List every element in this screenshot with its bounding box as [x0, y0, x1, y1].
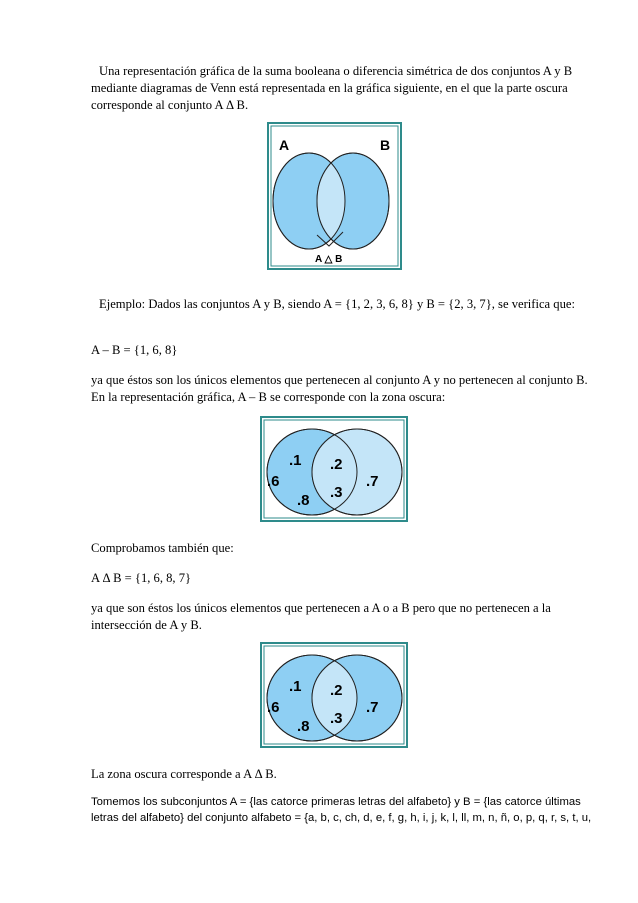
symmetric-difference-equation: A Δ B = {1, 6, 8, 7} — [91, 571, 192, 585]
set-a-label: A — [279, 137, 290, 153]
difference-explanation: ya que éstos son los únicos elementos que pertenecen al conjunto A y no pertenecen al conjunto B. En la representación gráfica, A – B se corresponde con la zona oscura: — [91, 373, 588, 404]
element-8: .8 — [297, 492, 310, 509]
element-2: .2 — [330, 682, 343, 699]
element-1: .1 — [289, 678, 302, 695]
element-6: .6 — [267, 473, 280, 490]
dark-zone-caption: La zona oscura corresponde a A Δ B. — [91, 767, 277, 781]
venn-caption: A △ B — [315, 254, 343, 265]
venn-diagram-symmetric-difference — [267, 122, 402, 275]
element-2: .2 — [330, 456, 343, 473]
alphabet-paragraph: Tomemos los subconjuntos A = {las catorce primeras letras del alfabeto} y B = {las catorce últimas letras del alfabeto} del conjunto alfabeto = {a, b, c, ch, d, e, f, g, h, i, j, k, l, ll, m, n, ñ, o, p, q, r, s, t, u, — [91, 796, 592, 824]
element-3: .3 — [330, 484, 343, 501]
element-1: .1 — [289, 452, 302, 469]
set-b-label: B — [380, 137, 391, 153]
venn-diagram-difference — [260, 416, 408, 527]
symmetric-difference-explanation: ya que son éstos los únicos elementos que pertenecen a A o a B pero que no pertenecen a la intersección de A y B. — [91, 601, 551, 632]
element-8: .8 — [297, 718, 310, 735]
difference-equation: A – B = {1, 6, 8} — [91, 343, 178, 357]
check-paragraph: Comprobamos también que: — [91, 541, 234, 555]
element-7: .7 — [366, 473, 379, 490]
example-paragraph: Ejemplo: Dados las conjuntos A y B, siendo A = {1, 2, 3, 6, 8} y B = {2, 3, 7}, se verifica que: — [99, 297, 575, 311]
element-7: .7 — [366, 699, 379, 716]
element-6: .6 — [267, 699, 280, 716]
element-3: .3 — [330, 710, 343, 727]
venn-diagram-symmetric-difference-elements — [260, 642, 408, 753]
intro-paragraph: Una representación gráfica de la suma booleana o diferencia simétrica de dos conjuntos A y B mediante diagramas de Venn está representada en la gráfica siguiente, en el que la parte oscura corresponde al conjunto A Δ B. — [91, 64, 573, 112]
